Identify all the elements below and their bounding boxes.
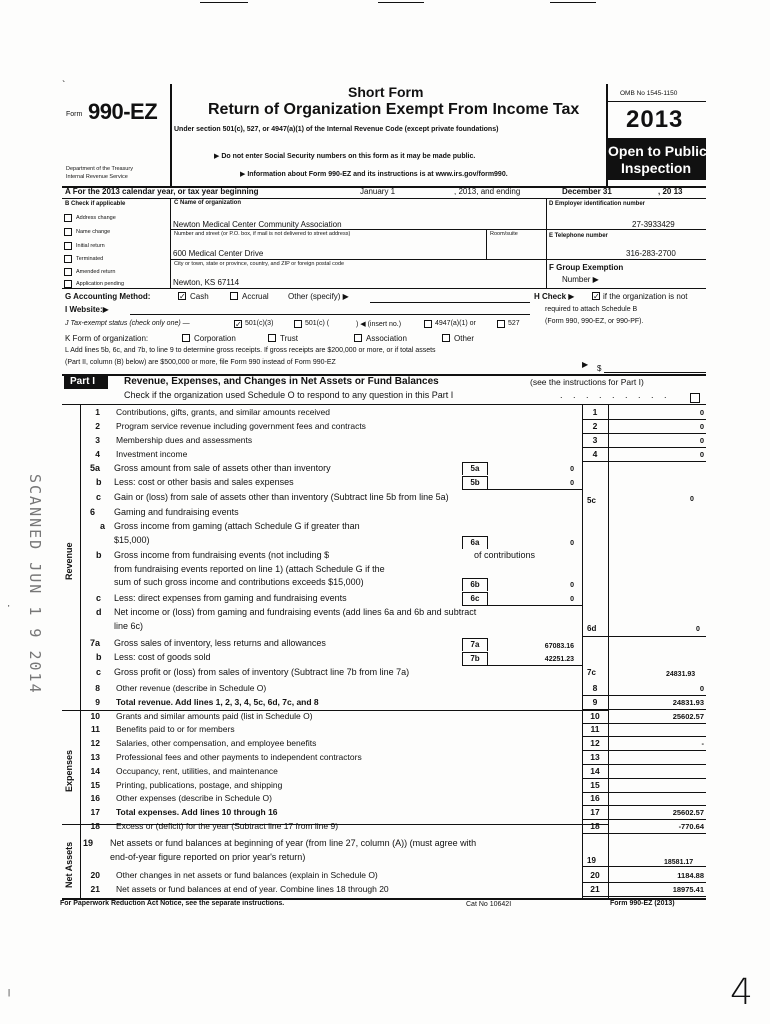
line-9-row xyxy=(60,696,706,709)
line-5c-num: c xyxy=(96,492,102,502)
tax-year-end: December 31 xyxy=(562,187,612,196)
accounting-method-label: G Accounting Method: xyxy=(65,292,151,301)
line-5a-box: 5a xyxy=(462,462,488,475)
website-field[interactable] xyxy=(130,314,530,315)
line-description: Other revenue (describe in Schedule O) xyxy=(116,683,267,693)
side-label-revenue: Revenue xyxy=(64,542,74,580)
insert-no-label: ) ◀ (insert no.) xyxy=(356,321,402,328)
initial-return-checkbox[interactable] xyxy=(64,242,72,250)
line-5a-num: 5a xyxy=(90,463,101,473)
line-description: Contributions, gifts, grants, and similar amounts received xyxy=(116,407,331,417)
accrual-checkbox[interactable] xyxy=(230,292,238,300)
line-box-label: 16 xyxy=(590,793,600,804)
phone-field[interactable]: 316-283-2700 xyxy=(626,249,676,258)
b-option-label: Address change xyxy=(76,215,116,221)
margin-mark: ' xyxy=(8,604,10,613)
line-amount[interactable]: 0 xyxy=(699,436,704,445)
line-6c-box: 6c xyxy=(462,592,488,605)
line-box-label: 18 xyxy=(590,821,600,831)
b-option-label: Terminated xyxy=(76,256,104,262)
tax-year-end-year: , 20 13 xyxy=(658,187,683,196)
line-description: Grants and similar amounts paid (list in Schedule O) xyxy=(116,710,313,721)
line-6b-box: 6b xyxy=(462,578,488,591)
k-label: K Form of organization: xyxy=(65,334,149,343)
line-box-label: 11 xyxy=(590,724,600,735)
line-description: Printing, publications, postage, and shipping xyxy=(116,779,283,790)
line-description: Other changes in net assets or fund balances (explain in Schedule O) xyxy=(116,870,378,880)
line-2-row xyxy=(60,420,706,433)
ssn-notice: ▶ Do not enter Social Security numbers on this form as it may be made public. xyxy=(214,153,476,160)
line-amount[interactable]: 25602.57 xyxy=(672,711,704,721)
line-number: 9 xyxy=(95,696,100,707)
line-6b-desc3: sum of such gross income and contributions exceeds $15,000) xyxy=(114,577,364,587)
tax-year-begin: January 1 xyxy=(360,187,396,196)
application-pending-checkbox[interactable] xyxy=(64,280,72,288)
top-rule xyxy=(200,2,248,3)
c-rule xyxy=(170,229,546,230)
street-label: Number and street (or P.O. box, if mail is not delivered to street address) xyxy=(174,231,351,237)
line-description: Membership dues and assessments xyxy=(116,435,253,445)
501c3-label: 501(c)(3) xyxy=(245,320,274,327)
short-form-label: Short Form xyxy=(348,84,424,100)
terminated-checkbox[interactable] xyxy=(64,255,72,263)
line-7b-box: 7b xyxy=(462,652,488,665)
line-number: 3 xyxy=(95,435,100,445)
other-method-field[interactable] xyxy=(370,302,530,303)
city-label: City or town, state or province, country, and ZIP or foreign postal code xyxy=(174,261,345,267)
b-option-label: Name change xyxy=(76,229,111,235)
line-7a-num: 7a xyxy=(90,638,101,648)
other-org-checkbox[interactable] xyxy=(442,334,450,342)
h-text: if the organization is not xyxy=(603,292,688,301)
h-text3: (Form 990, 990-EZ, or 990-PF). xyxy=(545,318,644,325)
line-6b-desc1b: of contributions xyxy=(474,550,536,560)
form-title: Return of Organization Exempt From Income Tax xyxy=(208,101,580,118)
line-box-label: 8 xyxy=(592,683,598,693)
line-amount[interactable]: 1184.88 xyxy=(677,871,704,880)
org-name-field[interactable]: Newton Medical Center Community Association xyxy=(173,220,342,229)
4947-checkbox[interactable] xyxy=(424,320,432,328)
line-6b-desc1: Gross income from fundraising events (not including $ xyxy=(114,550,330,560)
line-description: Other expenses (describe in Schedule O) xyxy=(116,793,272,804)
sub-box-rule xyxy=(462,489,582,490)
schedule-o-checkbox[interactable] xyxy=(690,393,700,403)
other-method-label: Other (specify) ▶ xyxy=(288,292,349,301)
l-text2: (Part II, column (B) below) are $500,000 or more, file Form 990 instead of Form 990-EZ xyxy=(65,359,336,366)
line-number: 21 xyxy=(90,884,100,894)
line-13-row xyxy=(60,751,706,764)
line-a-bottom-rule xyxy=(62,198,706,199)
line-5c-box: 5c xyxy=(587,496,596,505)
cash-checkbox[interactable]: ✓ xyxy=(179,292,186,301)
header-divider-left xyxy=(170,84,172,186)
line-18-row xyxy=(60,820,706,833)
line-description: Net assets or fund balances at end of year. Combine lines 18 through 20 xyxy=(116,884,389,894)
line-6a-desc2: $15,000) xyxy=(114,535,150,545)
box-row-rule xyxy=(582,636,706,637)
line-6-desc: Gaming and fundraising events xyxy=(114,507,239,517)
line-7b-num: b xyxy=(96,652,102,662)
line-description: Total expenses. Add lines 10 through 16 xyxy=(116,807,278,818)
line-11-row xyxy=(60,723,706,736)
def-left-rule xyxy=(546,198,547,288)
info-notice: ▶ Information about Form 990-EZ and its instructions is at www.irs.gov/form990. xyxy=(240,171,508,178)
line-amount[interactable]: 0 xyxy=(699,684,704,693)
form-word: Form xyxy=(66,111,83,118)
line-7a-box: 7a xyxy=(462,638,488,651)
org-bottom-rule xyxy=(62,288,706,289)
c-name-label: C Name of organization xyxy=(174,200,242,206)
line-8-row xyxy=(60,682,706,695)
schedule-b-checkbox[interactable]: ✓ xyxy=(593,292,600,301)
amended-return-checkbox[interactable] xyxy=(64,268,72,276)
line-box-label: 14 xyxy=(590,765,600,776)
line-number: 10 xyxy=(90,710,100,721)
line-amount[interactable]: -770.64 xyxy=(678,822,704,831)
line-number: 17 xyxy=(90,807,100,818)
inspection-text: Inspection xyxy=(621,160,692,176)
line-number: 15 xyxy=(90,779,100,790)
sub-box-rule xyxy=(462,605,582,606)
line-box-label: 2 xyxy=(592,421,598,431)
line-6c-amount[interactable]: 0 xyxy=(570,596,574,603)
line-17-row xyxy=(60,806,706,819)
line-number: 2 xyxy=(95,421,100,431)
form-ref: Form 990-EZ (2013) xyxy=(610,900,675,907)
box-row-rule xyxy=(582,896,706,897)
group-exemption-label: F Group Exemption xyxy=(549,263,624,272)
box-row-rule xyxy=(582,833,706,834)
line-box-label: 15 xyxy=(590,779,600,790)
j-label: J Tax-exempt status (check only one) — xyxy=(65,320,190,327)
line-description: Occupancy, rent, utilities, and maintenance xyxy=(116,765,278,776)
page-number: 4 xyxy=(730,972,753,1013)
line-5a-desc: Gross amount from sale of assets other than inventory xyxy=(114,463,331,473)
line-description: Excess or (deficit) for the year (Subtract line 17 from line 9) xyxy=(116,821,339,831)
open-to-public-box xyxy=(607,138,706,180)
dept-treasury: Department of the Treasury xyxy=(66,166,133,172)
irs-label: Internal Revenue Service xyxy=(66,174,128,180)
box-row-rule xyxy=(582,461,706,462)
line-number: 13 xyxy=(90,752,100,762)
line-amount[interactable]: 0 xyxy=(699,422,704,431)
part1-title-note: (see the instructions for Part I) xyxy=(530,377,644,387)
open-to-public-text: Open to Public xyxy=(608,143,707,159)
association-checkbox[interactable] xyxy=(354,334,362,342)
line-description: Investment income xyxy=(116,449,188,459)
line-19-desc2: end-of-year figure reported on prior year's return) xyxy=(110,852,306,862)
line-7b-desc: Less: cost of goods sold xyxy=(114,652,211,662)
association-label: Association xyxy=(366,334,407,343)
line-box-label: 10 xyxy=(590,710,600,721)
ein-label: D Employer identification number xyxy=(549,201,646,207)
line-amount[interactable]: 0 xyxy=(699,408,704,417)
line-14-row xyxy=(60,765,706,778)
room-label: Room/suite xyxy=(490,231,518,237)
b-check-label: B Check if applicable xyxy=(65,201,126,207)
tax-year: 2013 xyxy=(626,106,684,133)
527-label: 527 xyxy=(508,320,520,327)
line-description: Program service revenue including government fees and contracts xyxy=(116,421,366,431)
ein-field[interactable]: 27-3933429 xyxy=(632,220,675,229)
room-divider xyxy=(486,229,487,259)
line-5c-desc: Gain or (loss) from sale of assets other than inventory (Subtract line 5b from line 5a) xyxy=(114,492,449,502)
trust-label: Trust xyxy=(280,334,298,343)
line-box-label: 13 xyxy=(590,752,600,762)
line-number: 18 xyxy=(90,821,100,831)
line-6b-amount[interactable]: 0 xyxy=(570,582,574,589)
line-box-label: 21 xyxy=(590,884,600,894)
4947-label: 4947(a)(1) or xyxy=(435,320,476,327)
line-6a-num: a xyxy=(100,521,106,531)
line-6-num: 6 xyxy=(90,507,96,517)
schedule-o-check-text: Check if the organization used Schedule O to respond to any question in this Part I xyxy=(124,390,454,400)
line-7c-box: 7c xyxy=(587,668,596,677)
other-org-label: Other xyxy=(454,334,475,343)
line-number: 14 xyxy=(90,765,100,776)
line-7c-desc: Gross profit or (loss) from sales of inventory (Subtract line 7b from line 7a) xyxy=(114,667,410,677)
line-6d-desc2: line 6c) xyxy=(114,621,144,631)
top-rule xyxy=(550,2,596,3)
omb-rule xyxy=(606,101,706,102)
line-5b-amount[interactable]: 0 xyxy=(570,480,574,487)
l-arrow: ▶ xyxy=(582,360,589,369)
line-6d-amount[interactable]: 0 xyxy=(696,626,700,633)
paperwork-notice: For Paperwork Reduction Act Notice, see the separate instructions. xyxy=(60,900,285,907)
h-check-label: H Check ▶ xyxy=(534,292,575,301)
line-21-row xyxy=(60,883,706,896)
line-6c-desc: Less: direct expenses from gaming and fundraising events xyxy=(114,593,347,603)
line-number: 11 xyxy=(91,724,100,735)
part1-title: Revenue, Expenses, and Changes in Net Assets or Fund Balances xyxy=(124,376,439,387)
line-description: Professional fees and other payments to independent contractors xyxy=(116,752,362,762)
line-16-row xyxy=(60,792,706,805)
group-exemption-number-label: Number ▶ xyxy=(562,275,599,284)
part1-sub-rule xyxy=(62,404,706,405)
line-box-label: 20 xyxy=(590,870,600,880)
line-20-row xyxy=(60,869,706,882)
line-6d-desc1: Net income or (loss) from gaming and fundraising events (add lines 6a and 6b and subtract xyxy=(114,607,477,617)
line-a-mid: , 2013, and ending xyxy=(454,187,521,196)
line-12-row xyxy=(60,737,706,750)
c-rule xyxy=(170,259,546,260)
omb-number: OMB No 1545-1150 xyxy=(620,90,678,97)
b-option-label: Amended return xyxy=(76,269,116,275)
h-text2: required to attach Schedule B xyxy=(545,306,638,313)
line-amount[interactable]: 25602.57 xyxy=(672,808,704,818)
part1-tag: Part I xyxy=(70,376,96,387)
line-amount[interactable]: - xyxy=(701,739,704,749)
line-6c-num: c xyxy=(96,593,102,603)
line-7c-amount[interactable]: 24831.93 xyxy=(666,671,696,678)
line-6b-desc2: from fundraising events reported on line 1) (attach Schedule G if the xyxy=(114,564,385,574)
line-6a-box: 6a xyxy=(462,536,488,549)
box-row-rule xyxy=(582,866,706,867)
corporation-label: Corporation xyxy=(194,334,236,343)
line-5c-amount[interactable]: 0 xyxy=(690,496,694,503)
line-6b-num: b xyxy=(96,550,102,560)
cash-label: Cash xyxy=(190,292,209,301)
line-amount[interactable]: 24831.93 xyxy=(672,697,704,707)
line-19-amount[interactable]: 18581.17 xyxy=(664,859,694,866)
line-4-row xyxy=(60,448,706,461)
line-number: 1 xyxy=(95,407,100,417)
line-amount[interactable]: 18975.41 xyxy=(672,885,704,894)
c-left-rule xyxy=(170,198,171,288)
margin-mark: | xyxy=(8,988,11,997)
501c-label: 501(c) ( xyxy=(305,320,330,327)
line-amount[interactable]: 0 xyxy=(699,450,704,459)
line-19-box: 19 xyxy=(587,856,596,865)
def-rule xyxy=(546,229,706,230)
line-number: 16 xyxy=(90,793,100,804)
line-6d-box: 6d xyxy=(587,624,597,633)
501c-checkbox[interactable] xyxy=(294,320,302,328)
corporation-checkbox[interactable] xyxy=(182,334,190,342)
def-rule xyxy=(546,259,706,260)
line-7b-amount[interactable]: 42251.23 xyxy=(544,656,574,663)
line-number: 12 xyxy=(90,738,100,749)
dot-leader: . . . . . . . . . xyxy=(560,390,671,400)
name-change-checkbox[interactable] xyxy=(64,228,72,236)
line-number: 4 xyxy=(95,449,100,459)
line-box-label: 3 xyxy=(592,435,598,445)
line-description: Benefits paid to or for members xyxy=(116,724,235,735)
line-box-label: 17 xyxy=(590,807,600,818)
l-text1: L Add lines 5b, 6c, and 7b, to line 9 to determine gross receipts. If gross receipts are $200,000 or more, or if total assets xyxy=(65,347,436,354)
accrual-label: Accrual xyxy=(242,292,269,301)
line-a-label: A For the 2013 calendar year, or tax year beginning xyxy=(65,187,259,196)
line-1-row xyxy=(60,406,706,419)
line-10-row xyxy=(60,710,706,723)
line-7c-num: c xyxy=(96,667,102,677)
line-box-label: 4 xyxy=(592,449,598,459)
line-7a-amount[interactable]: 67083.16 xyxy=(544,643,574,650)
phone-label: E Telephone number xyxy=(549,233,608,239)
side-label-expenses: Expenses xyxy=(64,749,74,792)
b-option-label: Application pending xyxy=(76,281,125,287)
line-19-desc1: Net assets or fund balances at beginning of year (from line 27, column (A)) (must agree with xyxy=(110,838,477,848)
trust-checkbox[interactable] xyxy=(268,334,276,342)
l-dollar: $ xyxy=(597,364,602,373)
line-5a-amount[interactable]: 0 xyxy=(570,466,574,473)
line-15-row xyxy=(60,779,706,792)
line-box-label: 1 xyxy=(592,407,598,417)
margin-mark: ` xyxy=(62,80,66,91)
side-label-net-assets: Net Assets xyxy=(64,841,74,888)
scanned-stamp: SCANNED JUN 1 9 2014 xyxy=(26,474,44,695)
line-19-num: 19 xyxy=(83,838,94,848)
gross-receipts-field[interactable] xyxy=(604,372,706,373)
line-6d-num: d xyxy=(96,607,102,617)
cat-number: Cat No 10642I xyxy=(466,901,512,908)
line-box-label: 12 xyxy=(590,738,600,749)
line-description: Total revenue. Add lines 1, 2, 3, 4, 5c, 6d, 7c, and 8 xyxy=(116,696,319,707)
b-option-label: Initial return xyxy=(76,243,105,249)
line-6a-amount[interactable]: 0 xyxy=(570,540,574,547)
line-5b-box: 5b xyxy=(462,476,488,489)
line-box-label: 9 xyxy=(592,696,598,707)
website-label: I Website:▶ xyxy=(65,305,109,314)
line-7a-desc: Gross sales of inventory, less returns and allowances xyxy=(114,638,326,648)
line-description: Salaries, other compensation, and employee benefits xyxy=(116,738,317,749)
under-section: Under section 501(c), 527, or 4947(a)(1) of the Internal Revenue Code (except private foundations) xyxy=(174,126,499,133)
line-6a-desc1: Gross income from gaming (attach Schedule G if greater than xyxy=(114,521,360,531)
line-5b-num: b xyxy=(96,477,102,487)
line-number: 8 xyxy=(95,683,100,693)
line-5b-desc: Less: cost or other basis and sales expenses xyxy=(114,477,294,487)
street-field[interactable]: 600 Medical Center Drive xyxy=(173,249,264,258)
501c3-checkbox[interactable]: ✓ xyxy=(235,320,242,329)
527-checkbox[interactable] xyxy=(497,320,505,328)
part1-tag-box xyxy=(64,376,108,389)
sub-box-rule xyxy=(462,665,582,666)
address-change-checkbox[interactable] xyxy=(64,214,72,222)
form-number: 990-EZ xyxy=(88,99,158,124)
top-rule xyxy=(378,2,424,3)
line-3-row xyxy=(60,434,706,447)
line-number: 20 xyxy=(90,870,100,880)
city-field[interactable]: Newton, KS 67114 xyxy=(173,278,240,287)
